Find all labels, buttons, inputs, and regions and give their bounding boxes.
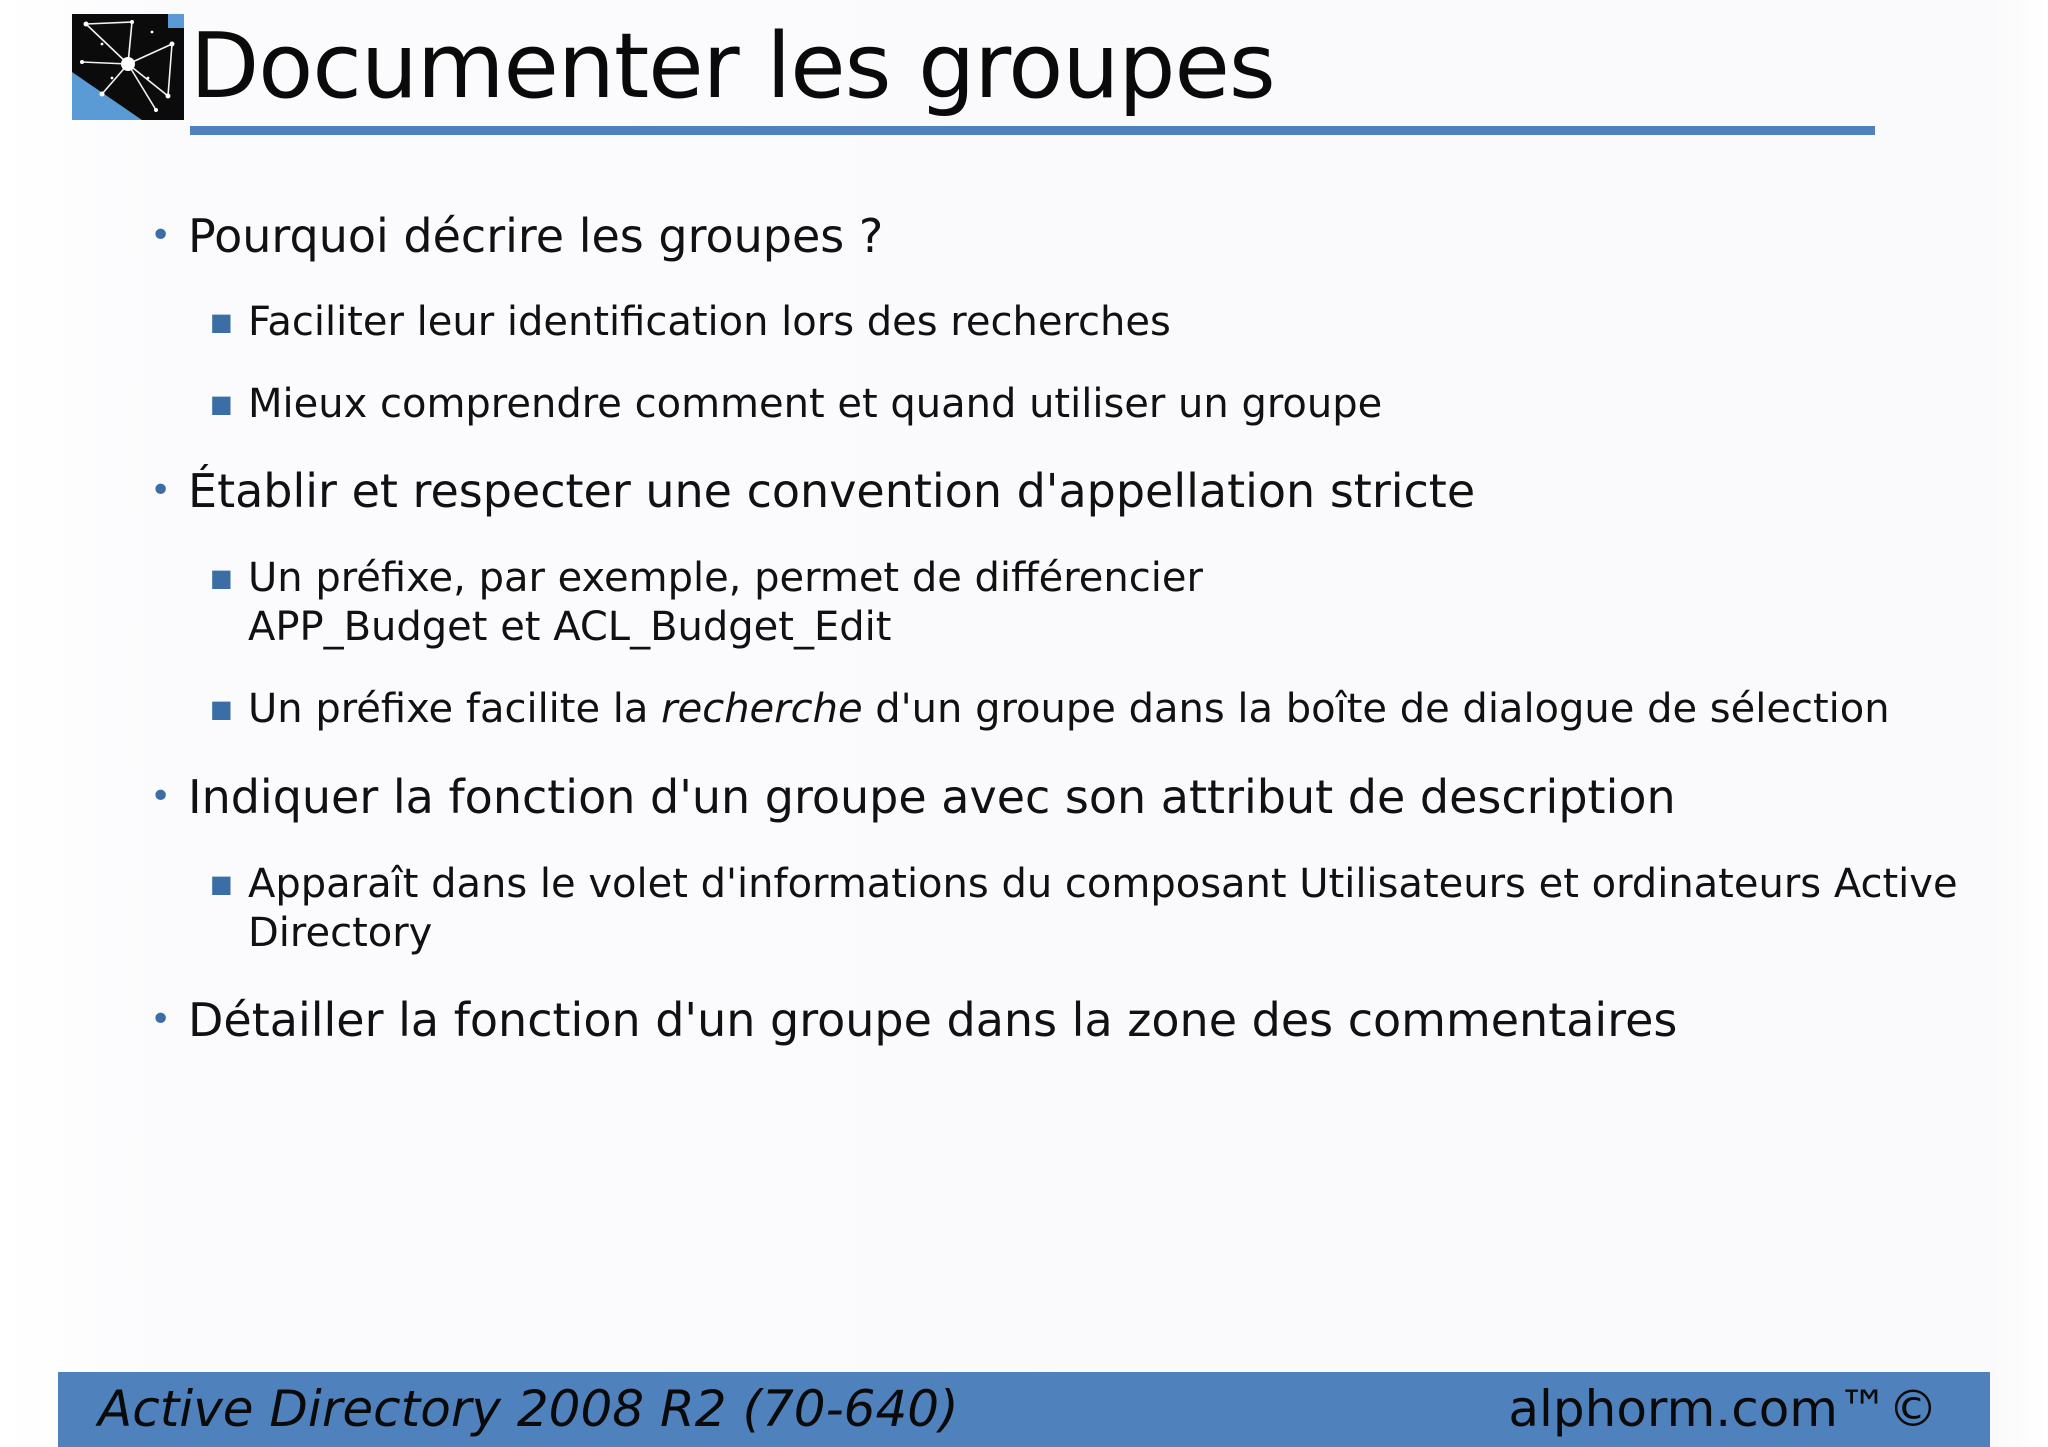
square-bullet-icon: ■ bbox=[210, 308, 233, 336]
round-bullet-icon: • bbox=[150, 776, 172, 817]
bullet-text: Établir et respecter une convention d'appellation stricte bbox=[188, 464, 1476, 518]
sub-bullet-text bbox=[248, 554, 1203, 652]
square-bullet-icon: ■ bbox=[210, 390, 233, 418]
title-underline bbox=[190, 126, 1875, 135]
round-bullet-icon: • bbox=[150, 999, 172, 1040]
page-title: Documenter les groupes bbox=[190, 14, 1275, 119]
network-star-logo-icon bbox=[72, 14, 184, 120]
sub-bullet-text-before: Un préfixe facilite la bbox=[248, 686, 662, 732]
sub-bullet-line: Un préfixe, par exemple, permet de différencier bbox=[248, 555, 1203, 601]
sub-bullet-text-after: d'un groupe dans la boîte de dialogue de sélection bbox=[862, 686, 1890, 732]
footer-course-title: Active Directory 2008 R2 (70-640) bbox=[98, 1380, 959, 1438]
sub-bullet-text bbox=[248, 860, 1958, 958]
sub-bullet-line: Directory bbox=[248, 910, 433, 956]
bullet-text: Détailler la fonction d'un groupe dans la zone des commentaires bbox=[188, 993, 1678, 1047]
square-bullet-icon: ■ bbox=[210, 695, 233, 723]
sub-bullet-text: Faciliter leur identification lors des recherches bbox=[248, 299, 1171, 345]
footer-bar bbox=[58, 1372, 1990, 1447]
footer-brand: alphorm.com™© bbox=[1508, 1380, 1938, 1438]
bullet-text: Indiquer la fonction d'un groupe avec son attribut de description bbox=[188, 770, 1676, 824]
sub-bullet-line: Apparaît dans le volet d'informations du composant Utilisateurs et ordinateurs Active bbox=[248, 861, 1958, 907]
round-bullet-icon: • bbox=[150, 215, 172, 256]
sub-bullet-text-italic: recherche bbox=[661, 686, 863, 732]
sub-bullet-line: APP_Budget et ACL_Budget_Edit bbox=[248, 604, 892, 650]
bullet-text: Pourquoi décrire les groupes ? bbox=[188, 209, 884, 263]
sub-bullet-text bbox=[248, 685, 1890, 734]
square-bullet-icon: ■ bbox=[210, 870, 233, 898]
square-bullet-icon: ■ bbox=[210, 564, 233, 592]
sub-bullet-text: Mieux comprendre comment et quand utiliser un groupe bbox=[248, 381, 1383, 427]
round-bullet-icon: • bbox=[150, 470, 172, 511]
